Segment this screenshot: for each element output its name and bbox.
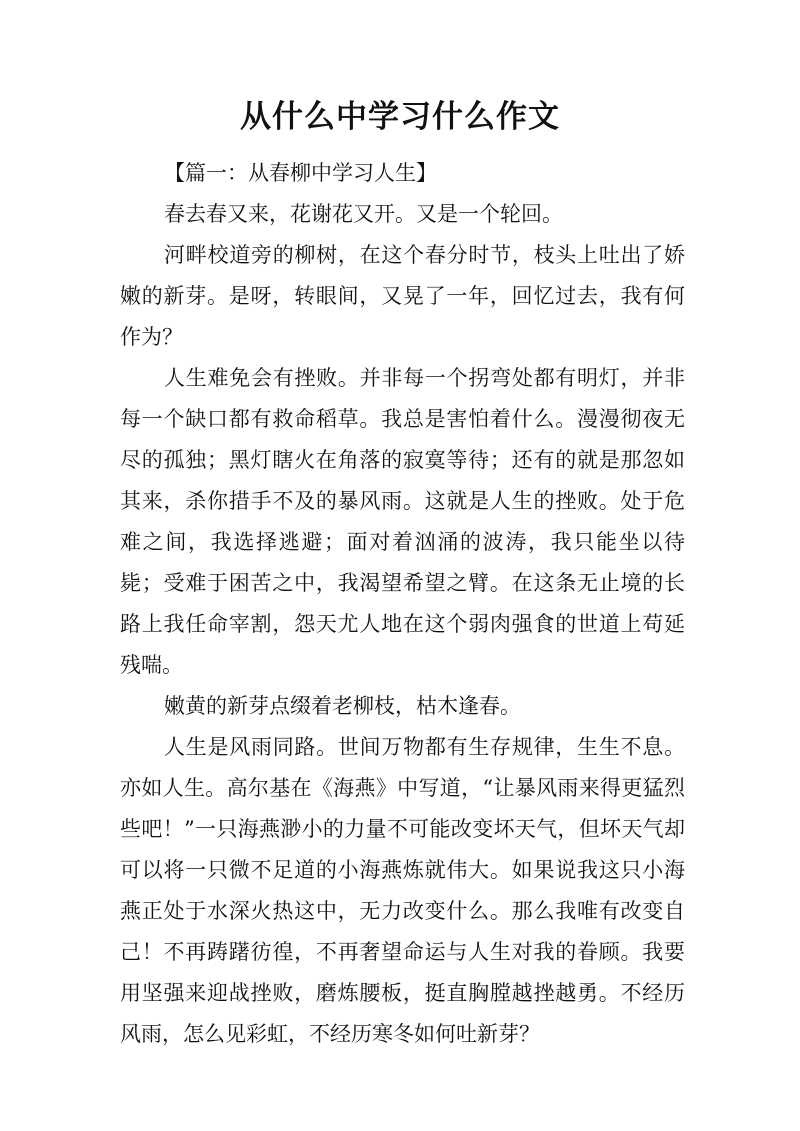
document-body [120, 153, 685, 1055]
document-title: 从什么中学习什么作文 [240, 99, 560, 135]
section-heading: 【篇一：从春柳中学习人生】 [164, 161, 437, 185]
paragraph-5: 人生是风雨同路。世间万物都有生存规律，生生不息。亦如人生。高尔基在《海燕》中写道，“让暴风雨来得更猛烈些吧！”一只海燕渺小的力量不可能改变坏天气，但坏天气却可以将一只微不足道的小海燕炼就伟大。如果说我这只小海燕正处于水深火热这中，无力改变什么。那么我唯有改变自己！不再踌躇彷徨，不再奢望命运与人生对我的眷顾。我要用坚强来迎战挫败，磨炼腰板，挺直胸膛越挫越勇。不经历风雨，怎么见彩虹，不经历寒冬如何吐新芽？ [120, 735, 685, 1046]
paragraph-1: 春去春又来，花谢花又开。又是一个轮回。 [164, 202, 563, 226]
paragraph-4: 嫩黄的新芽点缀着老柳枝，枯木逢春。 [164, 694, 521, 718]
paragraph-3: 人生难免会有挫败。并非每一个拐弯处都有明灯，并非每一个缺口都有救命稻草。我总是害怕着什么。漫漫彻夜无尽的孤独；黑灯瞎火在角落的寂寞等待；还有的就是那忽如其来，杀你措手不及的暴风雨。这就是人生的挫败。处于危难之间，我选择逃避；面对着汹涌的波涛，我只能坐以待毙；受难于困苦之中，我渴望希望之臂。在这条无止境的长路上我任命宰割，怨天尤人地在这个弱肉强食的世道上苟延残喘。 [120, 366, 685, 677]
paragraph-2: 河畔校道旁的柳树，在这个春分时节，枝头上吐出了娇嫩的新芽。是呀，转眼间，又晃了一年，回忆过去，我有何作为？ [120, 243, 685, 349]
